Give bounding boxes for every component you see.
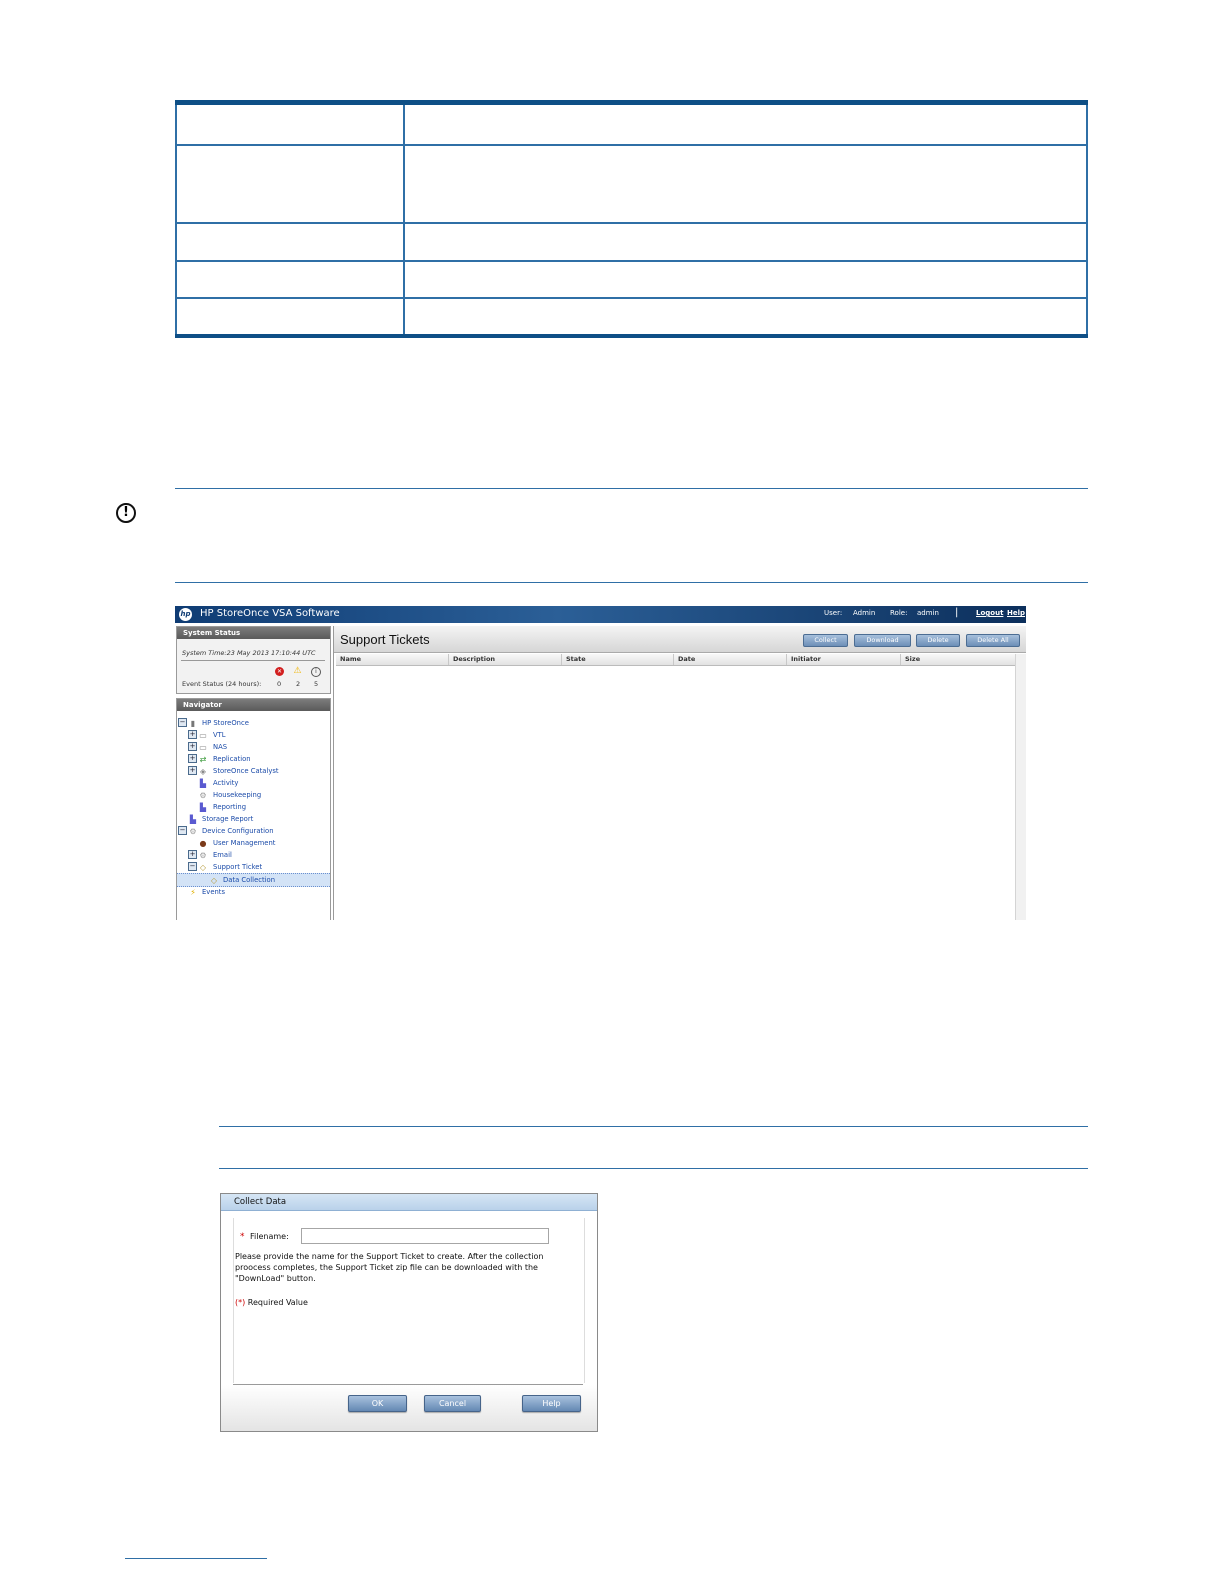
column-header-name[interactable]: Name (336, 654, 449, 665)
nav-label: Events (202, 888, 226, 896)
server-icon: ▮ (190, 719, 196, 728)
filename-input[interactable] (301, 1228, 549, 1244)
table-row (175, 146, 1088, 224)
note-top-rule (219, 1126, 1088, 1127)
navigator-panel (176, 698, 331, 920)
footnote-rule (125, 1558, 267, 1559)
important-note-top-rule (175, 488, 1088, 489)
help-button[interactable]: Help (522, 1395, 581, 1412)
bar-chart-icon: ▙ (199, 803, 207, 812)
catalyst-icon: ◈ (199, 767, 207, 776)
user-label: User: (824, 609, 843, 617)
nav-label: Activity (213, 779, 239, 787)
system-status-panel (176, 626, 331, 694)
system-status-title: System Status (177, 627, 330, 639)
column-header-initiator[interactable]: Initiator (787, 654, 901, 665)
nav-label: Housekeeping (213, 791, 262, 799)
page-title: Support Tickets (340, 632, 430, 647)
nav-label: Support Ticket (213, 863, 263, 871)
required-note-prefix: (*) (235, 1298, 246, 1307)
header-divider: | (955, 607, 959, 618)
nav-label: StoreOnce Catalyst (213, 767, 279, 775)
dialog-description: Please provide the name for the Support Ticket to create. After the collection proocess completes, the Support Ticket zip file can be downloaded with the "DownLoad" button. (235, 1252, 544, 1283)
warning-count: 2 (296, 680, 301, 688)
ticket-icon: ◇ (199, 863, 207, 872)
column-header-size[interactable]: Size (905, 655, 921, 663)
help-link[interactable]: Help (1007, 609, 1026, 617)
important-note-bottom-rule (175, 582, 1088, 583)
vertical-scrollbar[interactable] (1015, 654, 1026, 920)
column-header-description[interactable]: Description (449, 654, 562, 665)
info-count: 5 (314, 680, 319, 688)
nav-label: HP StoreOnce (202, 719, 249, 727)
sidebar (176, 626, 331, 920)
expand-icon[interactable]: + (189, 730, 196, 738)
event-status-label: Event Status (24 hours): (182, 680, 262, 688)
nav-label: Reporting (213, 803, 247, 811)
nav-label: Storage Report (202, 815, 254, 823)
required-asterisk: * (240, 1232, 245, 1242)
user-icon: ● (199, 839, 207, 848)
table-row (175, 299, 1088, 334)
dialog-title: Collect Data (234, 1197, 287, 1207)
tickets-table-body (336, 666, 1015, 920)
cancel-button[interactable]: Cancel (424, 1395, 481, 1412)
dialog-title-bar (221, 1194, 597, 1211)
collect-button[interactable]: Collect (803, 634, 848, 647)
nav-label: VTL (213, 731, 226, 739)
nav-label: Replication (213, 755, 251, 763)
navigator-title: Navigator (177, 699, 330, 711)
delete-all-button[interactable]: Delete All (966, 634, 1020, 647)
delete-button[interactable]: Delete (916, 634, 960, 647)
gear-icon: ⚙ (189, 827, 197, 836)
critical-icon[interactable]: ✕ (276, 668, 283, 675)
dialog-footer (221, 1385, 597, 1431)
column-header-state[interactable]: State (562, 654, 674, 665)
main-panel (333, 626, 1026, 920)
expand-icon[interactable]: + (189, 742, 196, 750)
tape-library-icon: ▭ (199, 731, 207, 740)
warning-icon[interactable]: ⚠ (293, 666, 302, 676)
nas-icon: ▭ (199, 743, 207, 752)
gear-icon: ⚙ (199, 791, 207, 800)
nav-label: User Management (213, 839, 276, 847)
important-icon: ! (116, 503, 136, 523)
nav-label: NAS (213, 743, 228, 751)
tickets-table-header (336, 654, 1015, 666)
info-icon[interactable]: i (311, 667, 321, 677)
expand-icon[interactable]: + (189, 850, 196, 858)
expand-icon[interactable]: + (189, 754, 196, 762)
required-value-note (235, 1298, 308, 1307)
column-header-date[interactable]: Date (674, 654, 787, 665)
gear-icon: ⚙ (199, 851, 207, 860)
table-row (175, 224, 1088, 262)
expand-icon[interactable]: + (189, 766, 196, 774)
table-header-row (175, 105, 1088, 146)
hp-logo-icon: hp (179, 608, 192, 621)
system-time: System Time:23 May 2013 17:10:44 UTC (182, 649, 316, 657)
collapse-icon[interactable]: − (189, 862, 196, 870)
bar-chart-icon: ▙ (199, 779, 207, 788)
dialog-body (233, 1218, 585, 1383)
lightning-icon: ⚡ (190, 888, 196, 897)
logout-link[interactable]: Logout (976, 609, 1004, 617)
main-toolbar (334, 626, 1026, 653)
nav-label: Data Collection (223, 876, 276, 884)
ok-button[interactable]: OK (348, 1395, 407, 1412)
nav-item-data-collection[interactable] (177, 873, 330, 887)
download-button[interactable]: Download (854, 634, 911, 647)
collect-data-dialog (220, 1193, 598, 1432)
required-note-text: Required Value (247, 1298, 308, 1307)
bar-chart-icon: ▙ (189, 815, 197, 824)
user-value: Admin (853, 609, 876, 617)
collapse-icon[interactable]: − (179, 826, 186, 834)
nav-label: Device Configuration (202, 827, 274, 835)
critical-count: 0 (277, 680, 282, 688)
filename-label: Filename: (250, 1232, 289, 1241)
ticket-icon: ◇ (210, 876, 218, 885)
app-title: HP StoreOnce VSA Software (200, 608, 340, 619)
app-header (175, 606, 1026, 623)
replication-icon: ⇄ (199, 755, 207, 764)
nav-label: Email (213, 851, 232, 859)
table-row (175, 262, 1088, 299)
note-bottom-rule (219, 1168, 1088, 1169)
role-label: Role: (890, 609, 908, 617)
collapse-icon[interactable]: − (179, 718, 186, 726)
storeonce-app-window (175, 606, 1026, 920)
role-value: admin (917, 609, 939, 617)
document-table (175, 100, 1088, 338)
divider (181, 660, 325, 661)
